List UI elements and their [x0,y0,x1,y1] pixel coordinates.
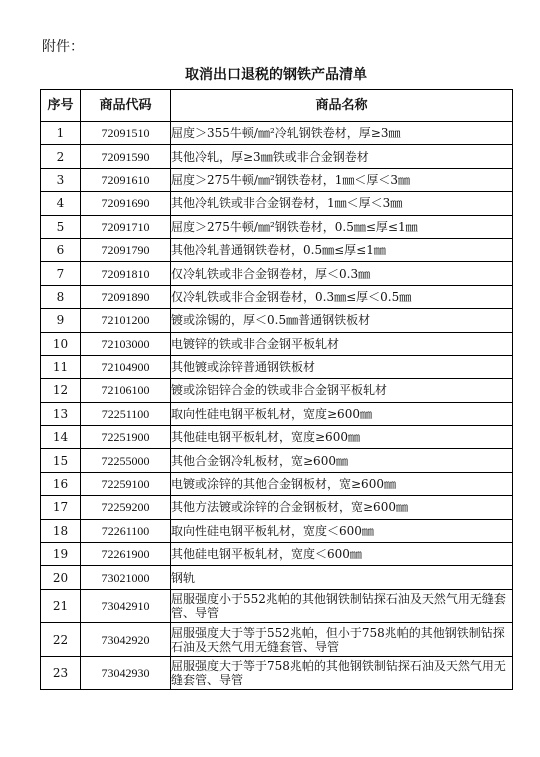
product-code-cell: 72106100 [81,379,171,402]
serial-number-cell: 3 [41,168,81,191]
table-row [41,145,513,168]
product-name-cell: 屈服强度大于等于552兆帕，但小于758兆帕的其他钢铁制钻探石油及天然气用无缝套管、导管 [171,623,513,657]
serial-number-cell: 20 [41,566,81,589]
serial-number-cell: 13 [41,402,81,425]
serial-number-cell: 2 [41,145,81,168]
product-name-cell: 仅冷轧铁或非合金钢卷材，0.3㎜≤厚＜0.5㎜ [171,285,513,308]
product-code-cell: 72091690 [81,192,171,215]
table-row [41,543,513,566]
product-code-cell: 73042910 [81,589,171,623]
product-name-cell: 镀或涂锡的，厚＜0.5㎜普通钢铁板材 [171,309,513,332]
product-code-cell: 72091590 [81,145,171,168]
table-row [41,238,513,261]
table-row [41,449,513,472]
serial-number-cell: 17 [41,496,81,519]
table-row [41,168,513,191]
product-name-cell: 屈服强度大于等于758兆帕的其他钢铁制钻探石油及天然气用无缝套管、导管 [171,656,513,690]
table-row [41,192,513,215]
table-row [41,589,513,623]
table-row [41,566,513,589]
product-name-cell: 仅冷轧铁或非合金钢卷材，厚＜0.3㎜ [171,262,513,285]
product-name-cell: 其他冷轧，厚≥3㎜铁或非合金钢卷材 [171,145,513,168]
product-code-cell: 72261100 [81,519,171,542]
serial-number-cell: 18 [41,519,81,542]
serial-number-cell: 14 [41,426,81,449]
serial-number-cell: 10 [41,332,81,355]
attachment-label: 附件： [42,39,84,55]
product-name-cell: 屈度＞275牛顿/㎜²钢铁卷材，0.5㎜≤厚≤1㎜ [171,215,513,238]
product-code-cell: 72261900 [81,543,171,566]
product-name-cell: 其他冷轧铁或非合金钢卷材，1㎜＜厚＜3㎜ [171,192,513,215]
product-name-cell: 其他镀或涂锌普通钢铁板材 [171,355,513,378]
table-row [41,262,513,285]
product-code-cell: 72259200 [81,496,171,519]
serial-number-cell: 9 [41,309,81,332]
product-code-cell: 72104900 [81,355,171,378]
table-row [41,122,513,145]
product-code-cell: 72091790 [81,238,171,261]
serial-number-cell: 16 [41,472,81,495]
header-product-code: 商品代码 [81,90,171,122]
product-name-cell: 其他方法镀或涂锌的合金钢板材，宽≥600㎜ [171,496,513,519]
product-code-cell: 72255000 [81,449,171,472]
product-name-cell: 其他冷轧普通钢铁卷材，0.5㎜≤厚≤1㎜ [171,238,513,261]
product-name-cell: 取向性硅电钢平板轧材，宽度＜600㎜ [171,519,513,542]
table-row [41,355,513,378]
serial-number-cell: 19 [41,543,81,566]
product-code-cell: 73042920 [81,623,171,657]
product-name-cell: 电镀锌的铁或非合金钢平板轧材 [171,332,513,355]
product-code-cell: 72091890 [81,285,171,308]
table-row [41,426,513,449]
table-row [41,379,513,402]
product-name-cell: 其他硅电钢平板轧材，宽度≥600㎜ [171,426,513,449]
header-product-name: 商品名称 [171,90,513,122]
product-code-cell: 72091510 [81,122,171,145]
serial-number-cell: 1 [41,122,81,145]
product-code-cell: 72091810 [81,262,171,285]
serial-number-cell: 22 [41,623,81,657]
table-row [41,656,513,690]
serial-number-cell: 4 [41,192,81,215]
serial-number-cell: 6 [41,238,81,261]
serial-number-cell: 21 [41,589,81,623]
table-row [41,623,513,657]
product-code-cell: 72103000 [81,332,171,355]
table-row [41,402,513,425]
table-body [41,122,513,690]
table-row [41,472,513,495]
serial-number-cell: 11 [41,355,81,378]
serial-number-cell: 8 [41,285,81,308]
serial-number-cell: 12 [41,379,81,402]
table-row [41,496,513,519]
product-name-cell: 屈度＞355牛顿/㎜²冷轧钢铁卷材，厚≥3㎜ [171,122,513,145]
table-row [41,309,513,332]
product-code-cell: 72091710 [81,215,171,238]
document-title: 取消出口退税的钢铁产品清单 [185,67,367,83]
serial-number-cell: 5 [41,215,81,238]
table-row [41,285,513,308]
product-code-cell: 73021000 [81,566,171,589]
product-name-cell: 钢轨 [171,566,513,589]
product-code-cell: 72259100 [81,472,171,495]
product-name-cell: 电镀或涂锌的其他合金钢板材，宽≥600㎜ [171,472,513,495]
product-list-table [40,89,513,690]
product-name-cell: 屈度＞275牛顿/㎜²钢铁卷材，1㎜＜厚＜3㎜ [171,168,513,191]
product-name-cell: 取向性硅电钢平板轧材，宽度≥600㎜ [171,402,513,425]
serial-number-cell: 7 [41,262,81,285]
table-row [41,215,513,238]
table-row [41,519,513,542]
serial-number-cell: 15 [41,449,81,472]
product-code-cell: 72101200 [81,309,171,332]
serial-number-cell: 23 [41,656,81,690]
product-code-cell: 72091610 [81,168,171,191]
table-header-row [41,90,513,122]
product-name-cell: 镀或涂铝锌合金的铁或非合金钢平板轧材 [171,379,513,402]
product-code-cell: 72251900 [81,426,171,449]
product-code-cell: 73042930 [81,656,171,690]
header-serial-number: 序号 [41,90,81,122]
product-name-cell: 其他合金钢冷轧板材，宽≥600㎜ [171,449,513,472]
product-name-cell: 其他硅电钢平板轧材，宽度＜600㎜ [171,543,513,566]
product-name-cell: 屈服强度小于552兆帕的其他钢铁制钻探石油及天然气用无缝套管、导管 [171,589,513,623]
product-code-cell: 72251100 [81,402,171,425]
table-row [41,332,513,355]
